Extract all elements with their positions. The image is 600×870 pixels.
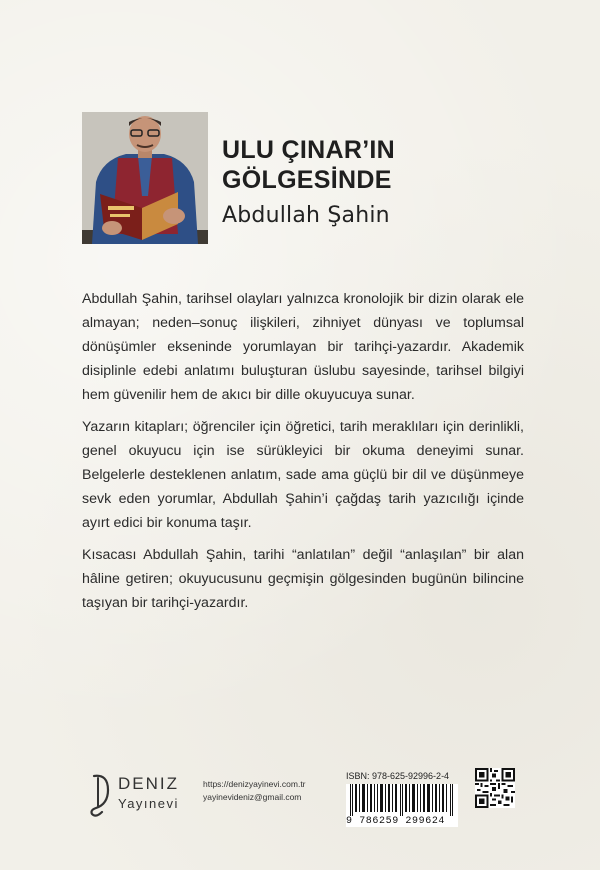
publisher-name: DENIZ [118,774,179,793]
bio-paragraph: Yazarın kitapları; öğrenciler için öğretici, tarih meraklıları için derinlikli, genel okuyucu için ise sürükleyici bir okuma deneyimi sunar. Belgelerle desteklenen anlatım, sade ama güçlü bir dil ve düşünmeye sevk eden yorumlar, Abdullah Şahin’i çağdaş tarih yazıcılığı içinde ayırt edici bir konuma taşır. [82,419,524,531]
bio-paragraph: Kısacası Abdullah Şahin, tarihi “anlatılan” değil “anlaşılan” bir alan hâline getiren; okuyucusunu geçmişin gölgesinden bugünün bilincine taşıyan bir tarihçi-yazardır. [82,547,524,611]
publisher-contact [203,778,306,804]
publisher-subtitle: Yayınevi [118,796,179,811]
cover-footer [0,760,600,827]
title-block [222,135,395,228]
publisher-email[interactable]: yayinevideniz@gmail.com [203,792,302,802]
barcode-digits: 9 786259 299624 [346,816,458,827]
author-name: Abdullah Şahin [222,203,390,228]
book-title-line-1: ULU ÇINAR’IN [222,136,396,164]
author-bio [82,287,524,623]
author-photo [82,112,208,244]
script-d-logo-icon [88,770,112,818]
publisher-website[interactable]: https://denizyayinevi.com.tr [203,779,306,789]
barcode-icon [346,784,458,816]
qr-code-icon[interactable] [475,768,515,808]
bio-paragraph: Abdullah Şahin, tarihsel olayları yalnızca kronolojik bir dizin olarak ele almayan; neden–sonuç ilişkileri, zihniyet dünyası ve toplumsal dönüşümler ekseninde yorumlayan bir tarihçi-yazardır. Akademik disiplinle edebi anlatımı buluşturan üslubu sayesinde, tarihsel bilgiyi hem güvenilir hem de akıcı bir dille okuyucuya sunar. [82,291,524,403]
isbn-label: ISBN: 978-625-92996-2-4 [346,771,450,781]
book-title-line-2: GÖLGESİNDE [222,166,392,194]
